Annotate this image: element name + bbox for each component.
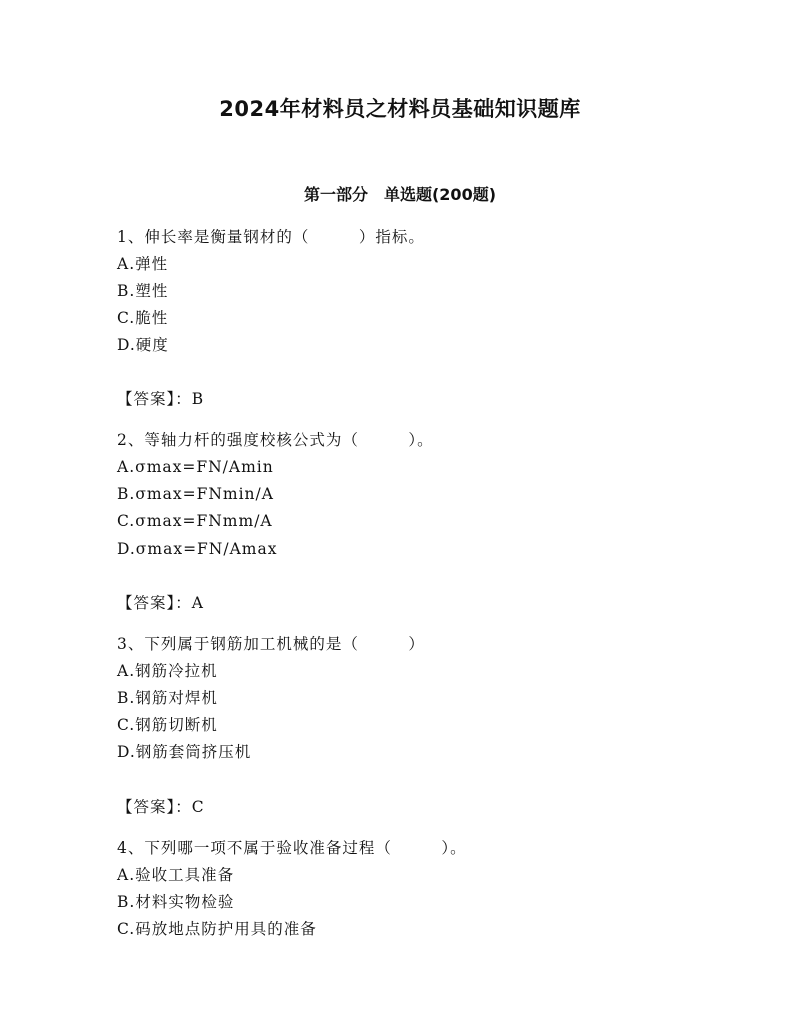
answer-key: 【答案】：A [117,594,204,612]
answer-key: 【答案】：B [117,390,205,408]
question-stem: 2、等轴力杆的强度校核公式为（ ）。 [117,431,434,449]
answer-option: B.材料实物检验 [117,893,235,911]
answer-option: A.验收工具准备 [117,866,235,884]
answer-option: D.σmax=FN/Amax [117,540,278,558]
answer-option: D.硬度 [117,336,169,354]
document-title: 2024年材料员之材料员基础知识题库 [219,97,581,121]
answer-option: B.σmax=FNmin/A [117,485,274,503]
section-title: 第一部分 单选题(200题) [303,185,497,204]
question-stem: 4、下列哪一项不属于验收准备过程（ ）。 [117,839,467,857]
answer-option: A.σmax=FN/Amin [117,458,274,476]
answer-option: C.σmax=FNmm/A [117,512,273,530]
answer-option: A.钢筋冷拉机 [117,662,218,680]
answer-option: D.钢筋套筒挤压机 [117,743,252,761]
question-stem: 1、伸长率是衡量钢材的（ ）指标。 [117,228,425,246]
answer-option: B.钢筋对焊机 [117,689,218,707]
answer-key: 【答案】：C [117,798,205,816]
answer-option: A.弹性 [117,255,169,273]
answer-option: B.塑性 [117,282,169,300]
answer-option: C.脆性 [117,309,169,327]
question-stem: 3、下列属于钢筋加工机械的是（ ） [117,635,425,653]
answer-option: C.钢筋切断机 [117,716,218,734]
answer-option: C.码放地点防护用具的准备 [117,920,317,938]
